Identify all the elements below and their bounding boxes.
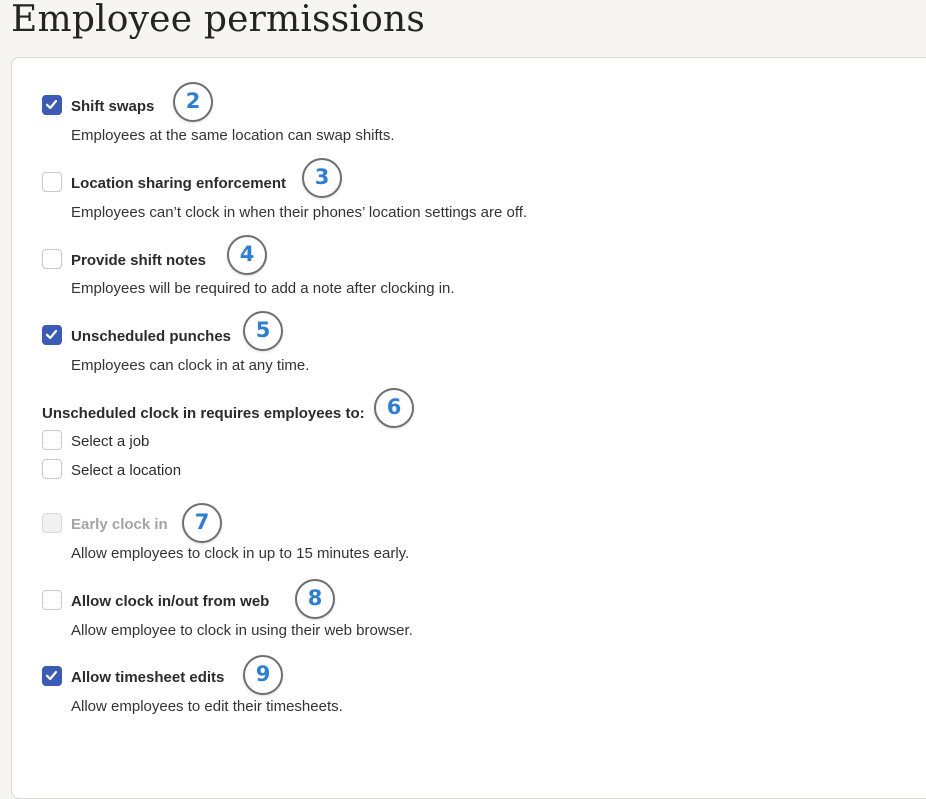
step-badge: 8 <box>295 579 335 619</box>
web-clock-in-checkbox[interactable] <box>42 590 62 610</box>
step-badge: 9 <box>243 655 283 695</box>
select-location-label[interactable]: Select a location <box>71 462 182 479</box>
checkmark-icon <box>45 98 58 111</box>
early-clock-in-label: Early clock in <box>71 516 168 533</box>
permissions-card <box>11 57 926 799</box>
location-sharing-checkbox[interactable] <box>42 172 62 192</box>
shift-notes-label[interactable]: Provide shift notes <box>71 252 207 269</box>
step-badge: 3 <box>302 158 342 198</box>
shift-notes-checkbox[interactable] <box>42 249 62 269</box>
step-badge: 6 <box>374 388 414 428</box>
unscheduled-punches-checkbox[interactable] <box>42 325 62 345</box>
early-clock-in-description: Allow employees to clock in up to 15 minutes early. <box>71 545 410 562</box>
checkmark-icon <box>45 328 58 341</box>
unscheduled-punches-description: Employees can clock in at any time. <box>71 357 310 374</box>
step-badge: 5 <box>243 311 283 351</box>
shift-swaps-checkbox[interactable] <box>42 95 62 115</box>
step-badge: 7 <box>182 503 222 543</box>
shift-notes-description: Employees will be required to add a note after clocking in. <box>71 280 455 297</box>
timesheet-edits-label[interactable]: Allow timesheet edits <box>71 669 225 686</box>
step-badge: 4 <box>227 235 267 275</box>
early-clock-in-checkbox <box>42 513 62 533</box>
shift-swaps-description: Employees at the same location can swap shifts. <box>71 127 395 144</box>
unscheduled-punches-label[interactable]: Unscheduled punches <box>71 328 232 345</box>
timesheet-edits-description: Allow employees to edit their timesheets. <box>71 698 343 715</box>
checkmark-icon <box>45 669 58 682</box>
web-clock-in-label[interactable]: Allow clock in/out from web <box>71 593 270 610</box>
select-location-checkbox[interactable] <box>42 459 62 479</box>
location-sharing-description: Employees can’t clock in when their phones’ location settings are off. <box>71 204 528 221</box>
step-badge: 2 <box>173 82 213 122</box>
timesheet-edits-checkbox[interactable] <box>42 666 62 686</box>
unscheduled-requirements-heading: Unscheduled clock in requires employees to: <box>42 405 365 422</box>
location-sharing-label[interactable]: Location sharing enforcement <box>71 175 287 192</box>
shift-swaps-label[interactable]: Shift swaps <box>71 98 155 115</box>
page-title: Employee permissions <box>11 0 426 40</box>
select-job-checkbox[interactable] <box>42 430 62 450</box>
select-job-label[interactable]: Select a job <box>71 433 150 450</box>
web-clock-in-description: Allow employee to clock in using their web browser. <box>71 622 413 639</box>
